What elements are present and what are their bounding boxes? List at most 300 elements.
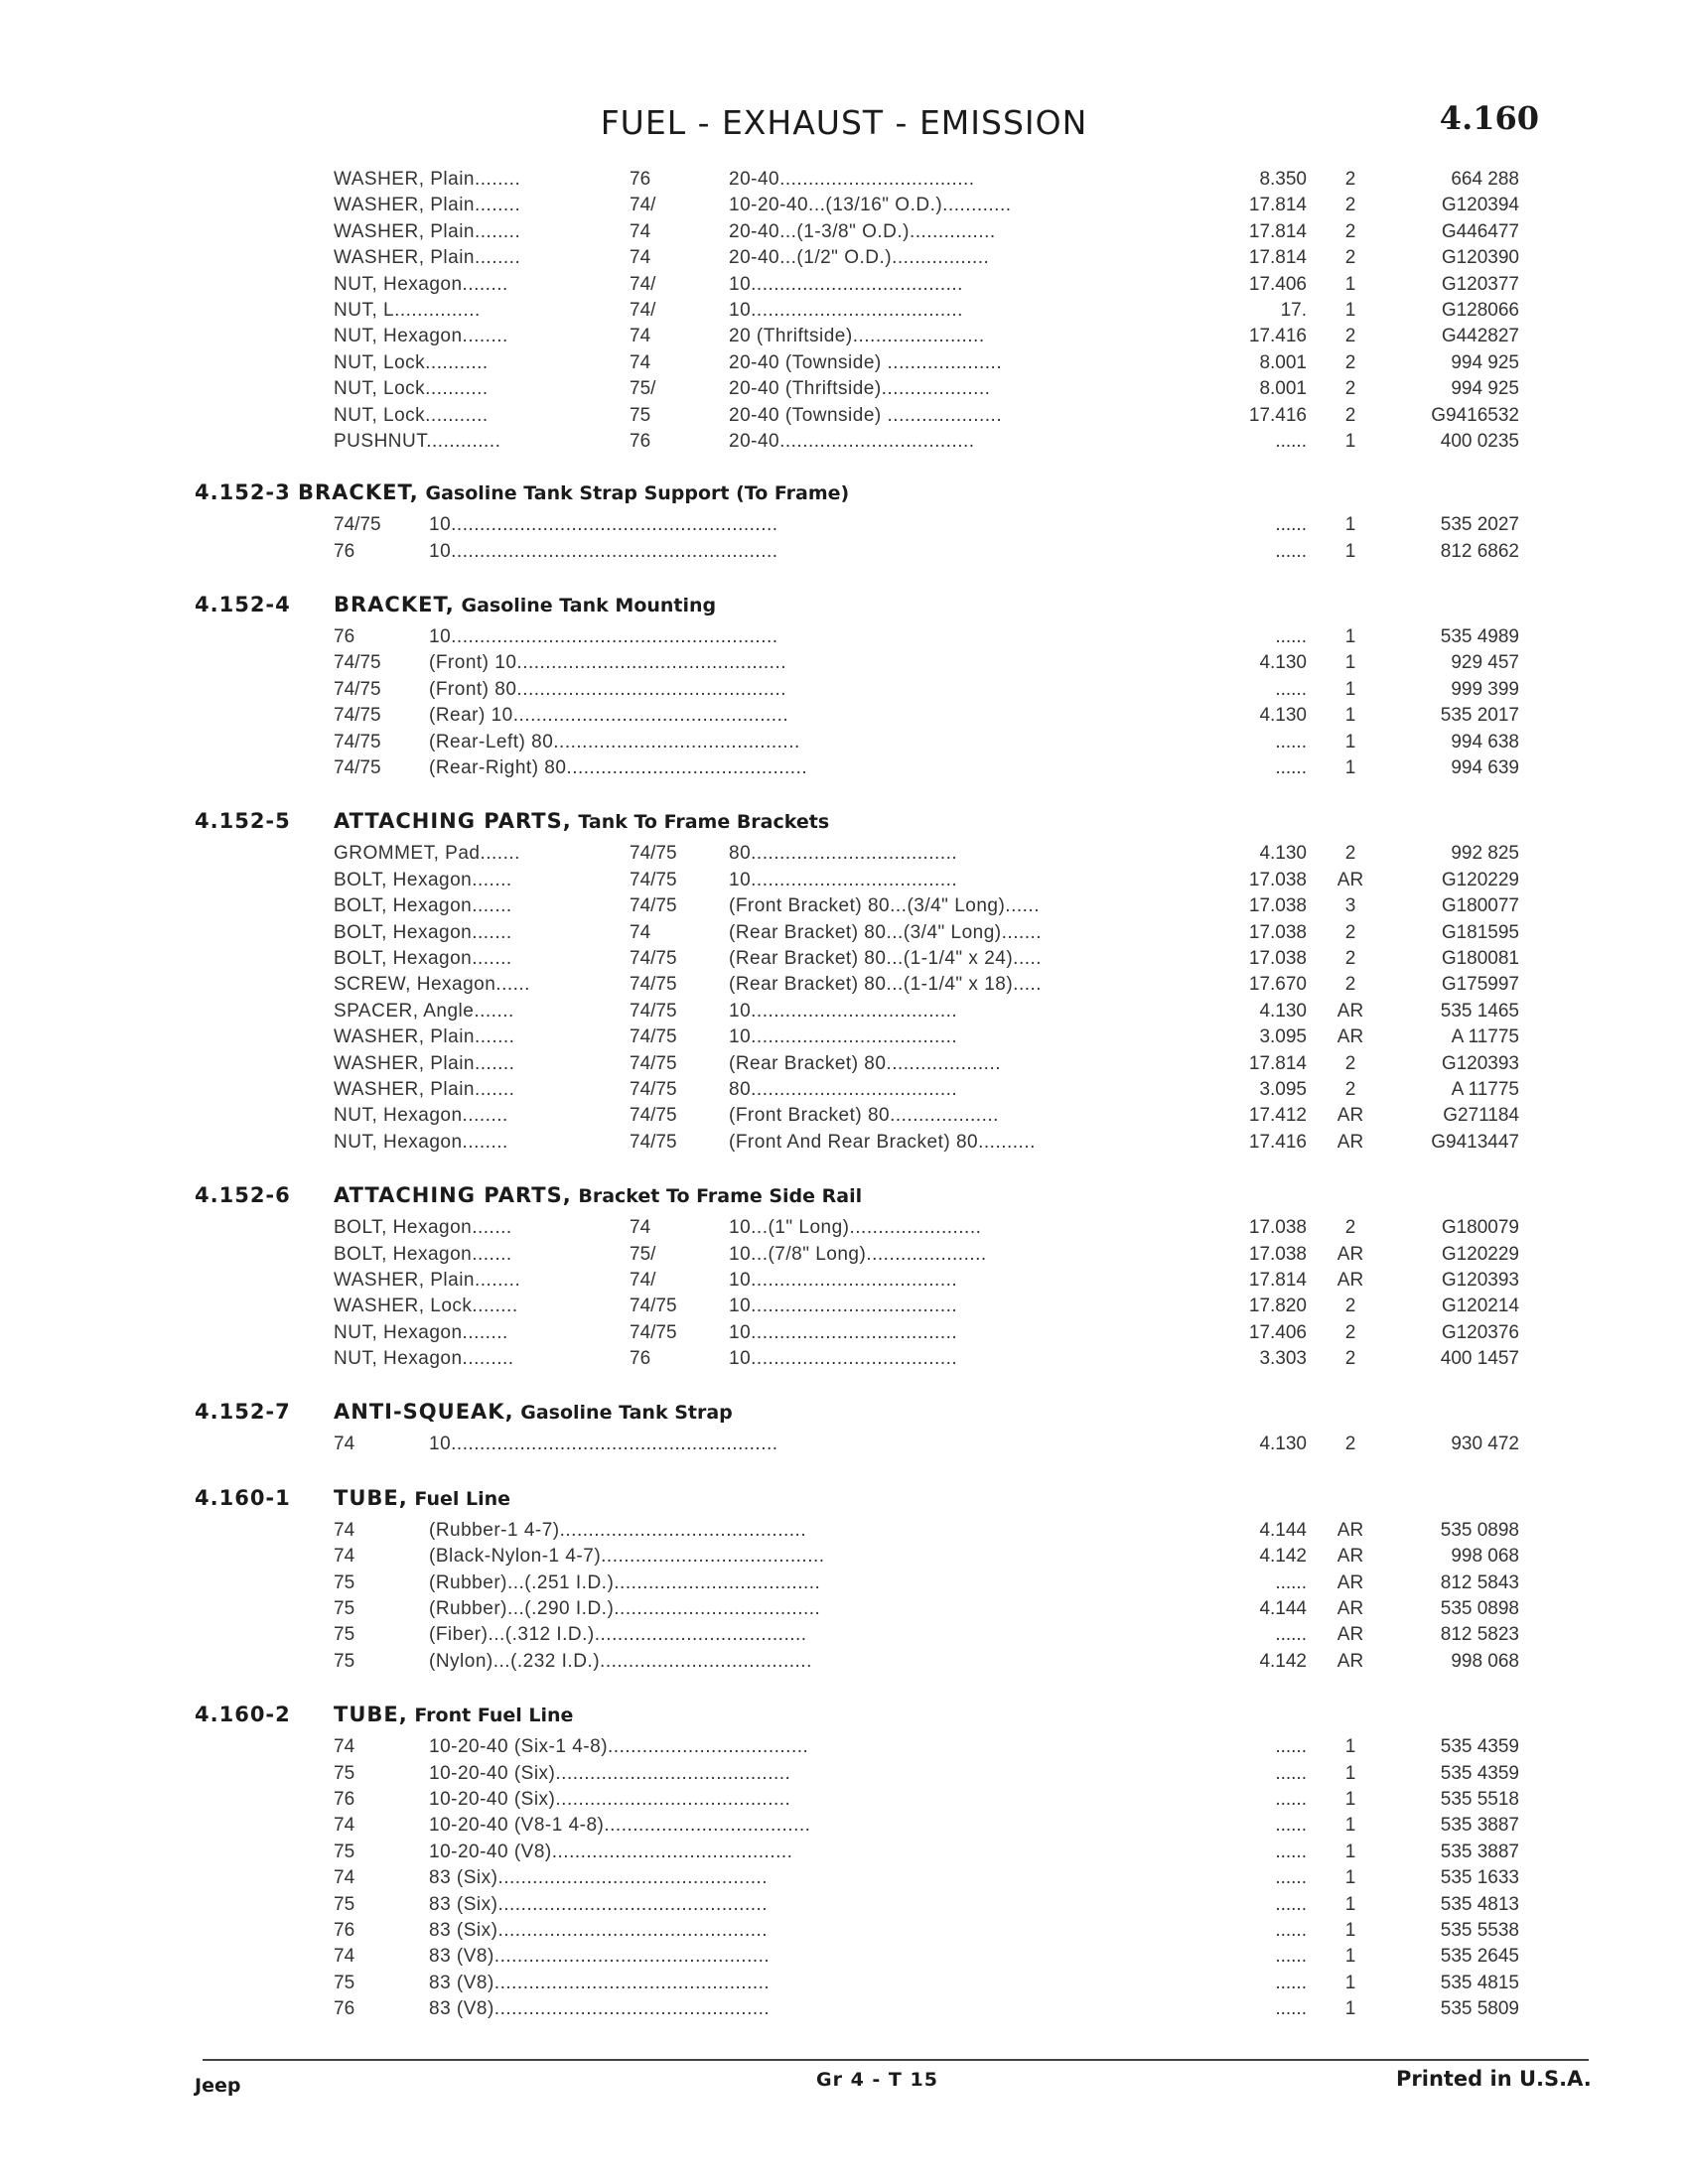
part-description: (Rear-Right) 80.......................................... bbox=[429, 757, 808, 779]
part-row bbox=[0, 868, 1688, 893]
model-years: 75 bbox=[630, 404, 651, 426]
part-description: 10.................................... bbox=[729, 1269, 958, 1291]
quantity: 1 bbox=[1344, 1815, 1356, 1837]
model-years: 74 bbox=[334, 1946, 355, 1968]
illustration-ref: 17.670 bbox=[1248, 974, 1307, 996]
quantity: 2 bbox=[1344, 326, 1356, 347]
part-description: 20-40 (Thriftside)................... bbox=[729, 378, 991, 400]
part-description: 20-40...(1/2" O.D.)................. bbox=[729, 247, 990, 269]
quantity: AR bbox=[1336, 1598, 1364, 1620]
model-years: 74/75 bbox=[630, 1321, 677, 1343]
quantity: AR bbox=[1336, 1000, 1364, 1022]
quantity: 2 bbox=[1344, 947, 1356, 969]
model-years: 74/75 bbox=[630, 1078, 677, 1100]
part-description: 10.................................... bbox=[729, 869, 958, 890]
part-number: 535 5809 bbox=[1440, 1998, 1519, 2020]
part-name: NUT, Hexagon........ bbox=[334, 273, 508, 295]
part-name: SPACER, Angle....... bbox=[334, 1000, 514, 1022]
parts-section bbox=[0, 1482, 1688, 1675]
part-row bbox=[0, 893, 1688, 919]
part-name: NUT, Hexagon........ bbox=[334, 1321, 508, 1343]
illustration-ref: 17.406 bbox=[1248, 273, 1307, 295]
part-name: WASHER, Plain........ bbox=[334, 220, 521, 242]
part-description: (Rear Bracket) 80...(1-1/4" x 24)..... bbox=[729, 947, 1043, 969]
part-name: NUT, Lock........... bbox=[334, 378, 489, 400]
part-description: 10.................................... bbox=[729, 1296, 958, 1317]
part-description: 10.................................... bbox=[729, 1348, 958, 1370]
model-years: 75 bbox=[334, 1624, 355, 1646]
part-description: 10-20-40 (Six-1 4-8)................................... bbox=[429, 1736, 809, 1758]
model-years: 76 bbox=[630, 430, 651, 452]
part-description: 10......................................................... bbox=[429, 514, 778, 536]
section-title-sub: Gasoline Tank Mounting bbox=[461, 595, 717, 617]
part-name: WASHER, Plain....... bbox=[334, 1052, 515, 1074]
illustration-ref: ...... bbox=[1275, 757, 1307, 779]
quantity: 2 bbox=[1344, 974, 1356, 996]
part-name: WASHER, Plain........ bbox=[334, 169, 521, 190]
model-years: 74 bbox=[630, 247, 651, 269]
part-description: (Rear Bracket) 80...(3/4" Long)....... bbox=[729, 921, 1043, 943]
quantity: AR bbox=[1336, 1546, 1364, 1568]
model-years: 74/75 bbox=[630, 947, 677, 969]
part-number: 535 2017 bbox=[1440, 705, 1519, 727]
part-name: WASHER, Plain....... bbox=[334, 1078, 515, 1100]
page-title: FUEL - EXHAUST - EMISSION bbox=[600, 103, 1088, 142]
section-header bbox=[0, 1699, 1688, 1734]
illustration-ref: ...... bbox=[1275, 1972, 1307, 1993]
part-name: BOLT, Hexagon....... bbox=[334, 1243, 512, 1265]
illustration-ref: 17. bbox=[1280, 299, 1307, 321]
model-years: 76 bbox=[334, 1919, 355, 1941]
part-description: 20-40 (Townside) .................... bbox=[729, 351, 1003, 373]
model-years: 75 bbox=[334, 1893, 355, 1915]
footer-printed: Printed in U.S.A. bbox=[1396, 2067, 1592, 2091]
illustration-ref: ...... bbox=[1275, 1624, 1307, 1646]
part-number: G446477 bbox=[1441, 220, 1519, 242]
illustration-ref: 17.038 bbox=[1248, 947, 1307, 969]
part-row bbox=[0, 167, 1688, 193]
part-number: 994 639 bbox=[1451, 757, 1519, 779]
illustration-ref: ...... bbox=[1275, 1841, 1307, 1862]
model-years: 76 bbox=[334, 626, 355, 648]
part-row bbox=[0, 1892, 1688, 1918]
part-description: (Rear) 10................................................ bbox=[429, 705, 789, 727]
part-row bbox=[0, 1840, 1688, 1865]
model-years: 74 bbox=[334, 1736, 355, 1758]
section-number: 4.160-1 bbox=[195, 1485, 291, 1510]
part-description: 10.................................... bbox=[729, 1026, 958, 1048]
quantity: AR bbox=[1336, 1624, 1364, 1646]
part-number: 994 925 bbox=[1451, 378, 1519, 400]
illustration-ref: ...... bbox=[1275, 1736, 1307, 1758]
part-row bbox=[0, 1432, 1688, 1457]
illustration-ref: 3.303 bbox=[1259, 1348, 1307, 1370]
part-number: 994 925 bbox=[1451, 351, 1519, 373]
illustration-ref: ...... bbox=[1275, 1946, 1307, 1968]
part-number: G271184 bbox=[1443, 1105, 1519, 1127]
model-years: 74 bbox=[630, 351, 651, 373]
illustration-ref: 17.416 bbox=[1248, 404, 1307, 426]
quantity: 2 bbox=[1344, 1321, 1356, 1343]
model-years: 76 bbox=[334, 1788, 355, 1810]
model-years: 74/75 bbox=[334, 678, 381, 700]
quantity: 2 bbox=[1344, 351, 1356, 373]
footer-group-ref: Gr 4 - T 15 bbox=[816, 2069, 938, 2091]
illustration-ref: 17.406 bbox=[1248, 1321, 1307, 1343]
part-description: 83 (Six)............................................... bbox=[429, 1867, 769, 1889]
part-row bbox=[0, 245, 1688, 271]
illustration-ref: 8.350 bbox=[1259, 169, 1307, 190]
quantity: 1 bbox=[1344, 652, 1356, 674]
part-number: 998 068 bbox=[1451, 1650, 1519, 1672]
section-title-sub: Bracket To Frame Side Rail bbox=[578, 1185, 863, 1208]
part-description: 10......................................................... bbox=[429, 1433, 778, 1455]
model-years: 74/75 bbox=[334, 757, 381, 779]
illustration-ref: ...... bbox=[1275, 540, 1307, 562]
part-row bbox=[0, 324, 1688, 349]
parts-section bbox=[0, 805, 1688, 1156]
part-description: (Rear Bracket) 80.................... bbox=[729, 1052, 1002, 1074]
part-description: (Front Bracket) 80...(3/4" Long)...... bbox=[729, 895, 1040, 917]
part-number: 400 1457 bbox=[1440, 1348, 1519, 1370]
quantity: 2 bbox=[1344, 1433, 1356, 1455]
part-number: G120394 bbox=[1441, 195, 1519, 216]
section-title-main: BRACKET, bbox=[298, 480, 419, 505]
section-title bbox=[298, 480, 849, 504]
part-description: 20-40...(1-3/8" O.D.)............... bbox=[729, 220, 996, 242]
part-number: 535 1633 bbox=[1440, 1867, 1519, 1889]
part-row bbox=[0, 1996, 1688, 2022]
section-title bbox=[334, 1703, 573, 1726]
part-row bbox=[0, 1544, 1688, 1570]
part-row bbox=[0, 219, 1688, 245]
part-row bbox=[0, 730, 1688, 755]
quantity: AR bbox=[1336, 1026, 1364, 1048]
part-description: (Rear Bracket) 80...(1-1/4" x 18)..... bbox=[729, 974, 1043, 996]
section-title bbox=[334, 1183, 862, 1207]
model-years: 74/ bbox=[630, 195, 656, 216]
part-row bbox=[0, 272, 1688, 298]
part-number: G9413447 bbox=[1431, 1131, 1519, 1153]
part-description: 10......................................................... bbox=[429, 540, 778, 562]
section-title-main: BRACKET, bbox=[334, 593, 455, 617]
part-number: 535 2645 bbox=[1440, 1946, 1519, 1968]
quantity: 2 bbox=[1344, 169, 1356, 190]
part-row bbox=[0, 350, 1688, 376]
section-title bbox=[334, 593, 716, 616]
part-description: (Rubber)...(.290 I.D.).................................... bbox=[429, 1598, 821, 1620]
quantity: 1 bbox=[1344, 430, 1356, 452]
part-description: (Front) 10............................................... bbox=[429, 652, 787, 674]
part-number: 535 1465 bbox=[1440, 1000, 1519, 1022]
quantity: 1 bbox=[1344, 1919, 1356, 1941]
part-row bbox=[0, 1103, 1688, 1129]
model-years: 74/75 bbox=[630, 869, 677, 890]
model-years: 74/75 bbox=[630, 1131, 677, 1153]
part-number: 812 5843 bbox=[1440, 1571, 1519, 1593]
model-years: 74/ bbox=[630, 299, 656, 321]
part-description: 80.................................... bbox=[729, 1078, 958, 1100]
illustration-ref: 4.130 bbox=[1259, 843, 1307, 865]
part-row bbox=[0, 650, 1688, 676]
section-title-main: ATTACHING PARTS, bbox=[334, 1183, 572, 1208]
illustration-ref: 17.814 bbox=[1248, 1052, 1307, 1074]
part-number: 535 0898 bbox=[1440, 1519, 1519, 1541]
part-number: 400 0235 bbox=[1440, 430, 1519, 452]
illustration-ref: 17.814 bbox=[1248, 1269, 1307, 1291]
section-header bbox=[0, 589, 1688, 624]
parts-section bbox=[0, 477, 1688, 565]
part-row bbox=[0, 1077, 1688, 1103]
quantity: 1 bbox=[1344, 731, 1356, 752]
part-description: 80.................................... bbox=[729, 843, 958, 865]
quantity: AR bbox=[1336, 1571, 1364, 1593]
quantity: 1 bbox=[1344, 1998, 1356, 2020]
part-number: 930 472 bbox=[1451, 1433, 1519, 1455]
part-row bbox=[0, 1971, 1688, 1996]
model-years: 75 bbox=[334, 1972, 355, 1993]
part-number: 998 068 bbox=[1451, 1546, 1519, 1568]
illustration-ref: ...... bbox=[1275, 430, 1307, 452]
section-number: 4.152-7 bbox=[195, 1400, 291, 1425]
quantity: 1 bbox=[1344, 1867, 1356, 1889]
model-years: 74 bbox=[630, 1217, 651, 1239]
quantity: 2 bbox=[1344, 404, 1356, 426]
part-description: 10-20-40 (V8-1 4-8).................................... bbox=[429, 1815, 811, 1837]
illustration-ref: ...... bbox=[1275, 1571, 1307, 1593]
model-years: 76 bbox=[334, 1998, 355, 2020]
quantity: 1 bbox=[1344, 757, 1356, 779]
illustration-ref: 4.130 bbox=[1259, 705, 1307, 727]
part-description: 83 (Six)............................................... bbox=[429, 1893, 769, 1915]
quantity: 1 bbox=[1344, 626, 1356, 648]
quantity: 1 bbox=[1344, 1841, 1356, 1862]
section-title-main: TUBE, bbox=[334, 1703, 408, 1727]
quantity: 1 bbox=[1344, 299, 1356, 321]
model-years: 75/ bbox=[630, 378, 656, 400]
model-years: 74/75 bbox=[334, 652, 381, 674]
section-title bbox=[334, 809, 829, 833]
part-number: 535 3887 bbox=[1440, 1815, 1519, 1837]
part-description: 10..................................... bbox=[729, 273, 963, 295]
part-number: 535 5518 bbox=[1440, 1788, 1519, 1810]
illustration-ref: ...... bbox=[1275, 731, 1307, 752]
section-title bbox=[334, 1486, 510, 1510]
section-title-sub: Gasoline Tank Strap Support (To Frame) bbox=[425, 482, 850, 505]
model-years: 74/75 bbox=[334, 705, 381, 727]
part-row bbox=[0, 193, 1688, 218]
section-number: 4.152-4 bbox=[195, 593, 291, 617]
quantity: 1 bbox=[1344, 1893, 1356, 1915]
model-years: 76 bbox=[334, 540, 355, 562]
part-number: G120390 bbox=[1441, 247, 1519, 269]
quantity: AR bbox=[1336, 1243, 1364, 1265]
part-name: NUT, L............... bbox=[334, 299, 481, 321]
model-years: 76 bbox=[630, 169, 651, 190]
part-row bbox=[0, 841, 1688, 867]
quantity: 1 bbox=[1344, 1946, 1356, 1968]
part-description: 20-40 (Townside) .................... bbox=[729, 404, 1003, 426]
illustration-ref: 17.038 bbox=[1248, 895, 1307, 917]
part-name: NUT, Hexagon........ bbox=[334, 1105, 508, 1127]
section-title-main: ANTI-SQUEAK, bbox=[334, 1400, 514, 1425]
quantity: 1 bbox=[1344, 1972, 1356, 1993]
part-number: G180079 bbox=[1441, 1217, 1519, 1239]
illustration-ref: 4.142 bbox=[1259, 1650, 1307, 1672]
illustration-ref: 3.095 bbox=[1259, 1078, 1307, 1100]
part-row bbox=[0, 1944, 1688, 1970]
part-row bbox=[0, 539, 1688, 565]
part-row bbox=[0, 999, 1688, 1024]
illustration-ref: 4.144 bbox=[1259, 1519, 1307, 1541]
part-description: (Rubber)...(.251 I.D.).................................... bbox=[429, 1571, 821, 1593]
illustration-ref: 17.412 bbox=[1248, 1105, 1307, 1127]
part-row bbox=[0, 1215, 1688, 1241]
part-description: (Front And Rear Bracket) 80.......... bbox=[729, 1131, 1036, 1153]
part-description: (Black-Nylon-1 4-7)....................................... bbox=[429, 1546, 825, 1568]
model-years: 74 bbox=[630, 220, 651, 242]
quantity: 1 bbox=[1344, 540, 1356, 562]
part-number: 929 457 bbox=[1451, 652, 1519, 674]
illustration-ref: ...... bbox=[1275, 678, 1307, 700]
model-years: 74/75 bbox=[630, 843, 677, 865]
part-number: 992 825 bbox=[1451, 843, 1519, 865]
quantity: 2 bbox=[1344, 195, 1356, 216]
part-number: 812 5823 bbox=[1440, 1624, 1519, 1646]
quantity: 2 bbox=[1344, 1052, 1356, 1074]
part-number: G120376 bbox=[1441, 1321, 1519, 1343]
part-description: 83 (V8)................................................ bbox=[429, 1946, 771, 1968]
part-number: 994 638 bbox=[1451, 731, 1519, 752]
model-years: 74/75 bbox=[630, 895, 677, 917]
parts-section bbox=[0, 589, 1688, 781]
quantity: 1 bbox=[1344, 1736, 1356, 1758]
part-number: G9416532 bbox=[1431, 404, 1519, 426]
part-number: 535 3887 bbox=[1440, 1841, 1519, 1862]
model-years: 74/75 bbox=[630, 1026, 677, 1048]
part-row bbox=[0, 512, 1688, 538]
parts-list bbox=[0, 167, 1688, 2046]
section-header bbox=[0, 1482, 1688, 1518]
illustration-ref: 4.130 bbox=[1259, 652, 1307, 674]
part-number: 535 5538 bbox=[1440, 1919, 1519, 1941]
model-years: 74/75 bbox=[630, 1052, 677, 1074]
part-row bbox=[0, 1294, 1688, 1319]
illustration-ref: ...... bbox=[1275, 1919, 1307, 1941]
quantity: 2 bbox=[1344, 247, 1356, 269]
part-description: (Front Bracket) 80................... bbox=[729, 1105, 999, 1127]
part-row bbox=[0, 624, 1688, 650]
part-row bbox=[0, 677, 1688, 703]
part-description: 10-20-40 (Six)......................................... bbox=[429, 1762, 791, 1784]
quantity: 1 bbox=[1344, 678, 1356, 700]
part-number: G442827 bbox=[1441, 326, 1519, 347]
part-row bbox=[0, 1596, 1688, 1622]
illustration-ref: ...... bbox=[1275, 514, 1307, 536]
part-name: WASHER, Plain........ bbox=[334, 247, 521, 269]
model-years: 75/ bbox=[630, 1243, 656, 1265]
part-row bbox=[0, 1242, 1688, 1268]
part-name: GROMMET, Pad....... bbox=[334, 843, 520, 865]
model-years: 74 bbox=[630, 921, 651, 943]
part-name: PUSHNUT............. bbox=[334, 430, 501, 452]
illustration-ref: ...... bbox=[1275, 1998, 1307, 2020]
part-name: BOLT, Hexagon....... bbox=[334, 1217, 512, 1239]
part-row bbox=[0, 1024, 1688, 1050]
quantity: 2 bbox=[1344, 1217, 1356, 1239]
part-number: 812 6862 bbox=[1440, 540, 1519, 562]
section-header bbox=[0, 1396, 1688, 1432]
quantity: 2 bbox=[1344, 378, 1356, 400]
part-number: 535 0898 bbox=[1440, 1598, 1519, 1620]
part-number: 999 399 bbox=[1451, 678, 1519, 700]
parts-section bbox=[0, 1179, 1688, 1372]
model-years: 74/ bbox=[630, 273, 656, 295]
part-row bbox=[0, 1865, 1688, 1891]
part-row bbox=[0, 1761, 1688, 1787]
model-years: 74/75 bbox=[630, 1296, 677, 1317]
quantity: 1 bbox=[1344, 514, 1356, 536]
part-description: (Fiber)...(.312 I.D.)..................................... bbox=[429, 1624, 807, 1646]
illustration-ref: ...... bbox=[1275, 1893, 1307, 1915]
part-number: G120229 bbox=[1441, 869, 1519, 890]
part-description: 10.................................... bbox=[729, 1000, 958, 1022]
model-years: 76 bbox=[630, 1348, 651, 1370]
quantity: AR bbox=[1336, 1519, 1364, 1541]
model-years: 74/75 bbox=[334, 731, 381, 752]
part-description: 10-20-40...(13/16" O.D.)............ bbox=[729, 195, 1012, 216]
illustration-ref: ...... bbox=[1275, 626, 1307, 648]
model-years: 75 bbox=[334, 1762, 355, 1784]
parts-section bbox=[0, 1699, 1688, 2022]
part-row bbox=[0, 1518, 1688, 1544]
quantity: 2 bbox=[1344, 1078, 1356, 1100]
model-years: 74/75 bbox=[334, 514, 381, 536]
quantity: 1 bbox=[1344, 1762, 1356, 1784]
part-row bbox=[0, 376, 1688, 402]
quantity: 3 bbox=[1344, 895, 1356, 917]
illustration-ref: ...... bbox=[1275, 1867, 1307, 1889]
section-number: 4.152-5 bbox=[195, 809, 291, 834]
model-years: 75 bbox=[334, 1571, 355, 1593]
part-row bbox=[0, 298, 1688, 324]
quantity: 2 bbox=[1344, 220, 1356, 242]
part-description: (Nylon)...(.232 I.D.)..................................... bbox=[429, 1650, 812, 1672]
part-row bbox=[0, 1320, 1688, 1346]
part-number: 535 4813 bbox=[1440, 1893, 1519, 1915]
illustration-ref: 17.814 bbox=[1248, 195, 1307, 216]
part-number: G175997 bbox=[1441, 974, 1519, 996]
part-description: 10-20-40 (Six)......................................... bbox=[429, 1788, 791, 1810]
model-years: 74 bbox=[334, 1867, 355, 1889]
model-years: 75 bbox=[334, 1650, 355, 1672]
part-number: 535 4989 bbox=[1440, 626, 1519, 648]
part-description: 83 (Six)............................................... bbox=[429, 1919, 769, 1941]
part-row bbox=[0, 403, 1688, 429]
model-years: 74 bbox=[334, 1546, 355, 1568]
quantity: 2 bbox=[1344, 1348, 1356, 1370]
part-description: 10-20-40 (V8).......................................... bbox=[429, 1841, 793, 1862]
illustration-ref: ...... bbox=[1275, 1788, 1307, 1810]
part-description: 20-40.................................. bbox=[729, 169, 975, 190]
part-row bbox=[0, 1918, 1688, 1944]
quantity: 1 bbox=[1344, 1788, 1356, 1810]
part-name: WASHER, Plain........ bbox=[334, 1269, 521, 1291]
part-description: 10.................................... bbox=[729, 1321, 958, 1343]
quantity: 2 bbox=[1344, 921, 1356, 943]
part-name: BOLT, Hexagon....... bbox=[334, 947, 512, 969]
quantity: 1 bbox=[1344, 273, 1356, 295]
